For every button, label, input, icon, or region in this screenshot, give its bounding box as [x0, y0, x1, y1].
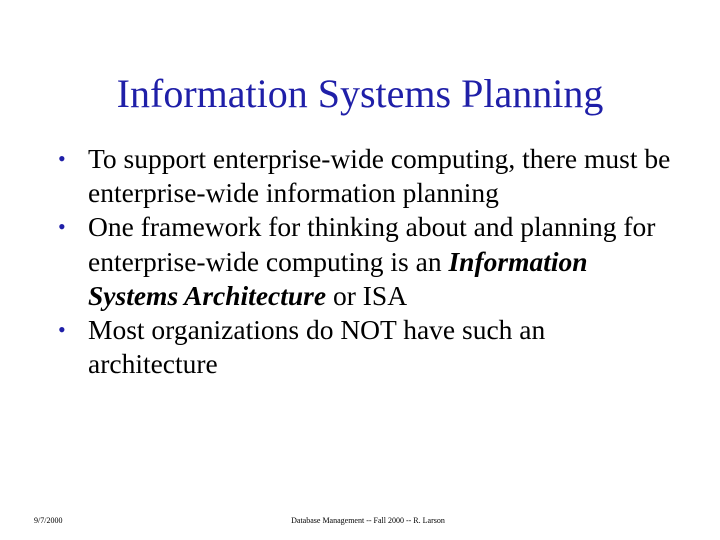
bullet-text — [88, 314, 545, 379]
bullet-text-segment: or ISA — [326, 279, 408, 311]
bullet-text-segment: Most organizations do NOT have such an architecture — [88, 314, 546, 380]
bullet-list — [56, 142, 676, 381]
bullet-item — [56, 142, 676, 210]
bullet-icon: • — [58, 317, 66, 343]
bullet-text — [88, 211, 655, 310]
bullet-text — [88, 143, 670, 208]
slide-title: Information Systems Planning — [116, 71, 604, 116]
footer-course: Database Management -- Fall 2000 -- R. Larson — [291, 516, 445, 525]
bullet-item — [56, 210, 676, 313]
bullet-text-segment: One framework for thinking about and planning for enterprise-wide computing is an — [88, 211, 656, 277]
bullet-icon: • — [58, 214, 66, 240]
footer-date: 9/7/2000 — [34, 516, 63, 525]
bullet-icon: • — [58, 146, 66, 171]
emphasized-term: Information Systems Architecture — [88, 245, 588, 311]
bullet-item — [56, 313, 676, 381]
bullet-text-segment: To support enterprise-wide computing, there must be enterprise-wide information planning — [88, 143, 671, 209]
